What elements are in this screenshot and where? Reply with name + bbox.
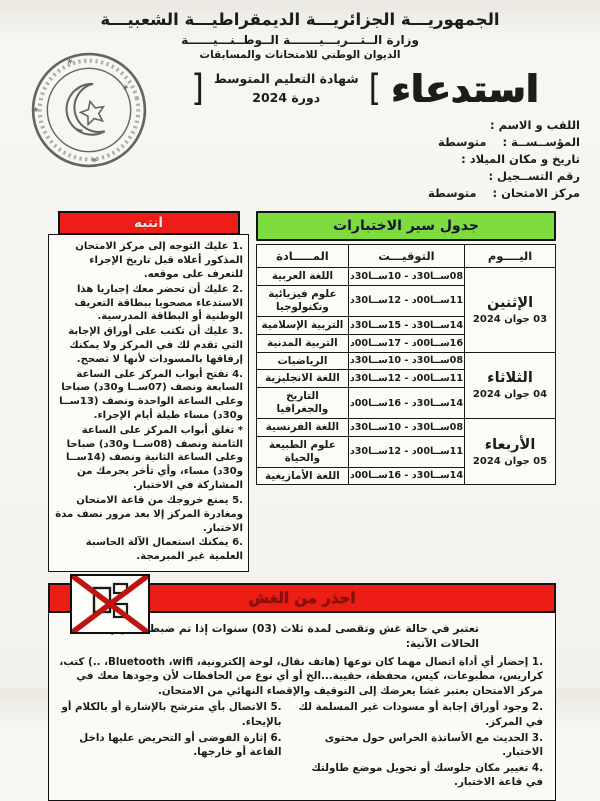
no-devices-icon — [70, 574, 150, 634]
exam-time: 14ســا30د - 16ســا00د — [348, 388, 464, 419]
notice-section — [48, 211, 249, 572]
list-item — [292, 700, 543, 729]
exam-time: 11ســا00د - 12ســا30د — [348, 286, 464, 317]
schedule-day-cell — [465, 418, 556, 484]
day-date: 05 جوان 2024 — [472, 455, 548, 467]
item-marker: 3. — [232, 326, 243, 338]
exam-time: 14ســا30د - 16ســا00د — [348, 467, 464, 485]
svg-text:*: * — [32, 106, 41, 119]
list-item — [53, 368, 243, 423]
exam-subject: اللغة العربية — [257, 268, 349, 286]
session-year: دورة 2024 — [252, 89, 321, 105]
item-text: عليك التوجه إلى مركز الامتحان المذكور أعلاه قبل تاريخ الإجراء للتعرف على موقعه. — [75, 241, 243, 280]
cheat-right-col — [292, 700, 543, 791]
exam-time: 11ســا00د - 12ســا30د — [348, 370, 464, 388]
schedule-title: جدول سير الاختبارات — [256, 211, 556, 241]
item-text: يمكنك استعمال الآلة الحاسبة العلمية غير المبرمجة. — [85, 537, 243, 563]
cheating-title: احذر من الغش — [48, 583, 556, 613]
day-date: 03 جوان 2024 — [472, 313, 548, 325]
list-item — [53, 240, 243, 281]
exam-subject: اللغة الفرنسية — [257, 418, 349, 436]
list-item — [53, 283, 243, 324]
item-text: الاتصال بأي مترشح بالإشارة أو بالكلام أو بالإيحاء. — [61, 701, 282, 729]
exam-subject: التربية الإسلامية — [257, 316, 349, 334]
day-name: الإثنين — [486, 294, 534, 311]
schedule-section — [256, 211, 556, 485]
cheat-left-col — [57, 700, 282, 791]
item-text: الحديث مع الأساتذة الحراس حول محتوى الاختبار. — [324, 731, 543, 759]
item-marker: 2. — [531, 701, 543, 714]
exam-subtitle — [214, 70, 359, 108]
republic-title: الجمهوريـــة الجزائريـــة الديمقراطيـــة الشعبيـــة — [100, 10, 500, 29]
item-text: إثارة الفوضى أو التحريض عليها داخل القاعة أو خارجها. — [79, 731, 282, 759]
list-item — [57, 731, 282, 760]
notice-list — [48, 234, 249, 572]
item-marker: 1. — [232, 241, 243, 253]
cheating-warning-section — [48, 583, 556, 801]
ministry-title: وزارة الــتـــربـــيـــــــة الــوطــنـــيــــــة — [181, 32, 419, 47]
exam-subject: التاريخ والجغرافيا — [257, 388, 349, 419]
list-item — [57, 700, 282, 729]
item-marker: 2. — [232, 283, 243, 295]
item-marker: 1. — [531, 655, 543, 668]
exam-subject: علوم الطبيعة والحياة — [257, 436, 349, 467]
item-text: عليك أن تكتب على أوراق الإجابة التي تقدم لك في المركز ولا يمكنك إرفاقها بالمسودات لأنها لا تصحح. — [68, 326, 243, 365]
schedule-row — [257, 352, 556, 370]
schedule-day-cell — [465, 268, 556, 352]
schedule-row — [257, 418, 556, 436]
schedule-column-header: المـــــادة — [257, 245, 349, 268]
form-field-label: تاريخ و مكان الميلاد : — [461, 151, 580, 166]
office-title: الديوان الوطني للامتحانات والمسابقات — [199, 48, 401, 61]
schedule-table — [256, 244, 556, 485]
form-field-label: رقم التســجيل : — [488, 168, 580, 183]
bracket-left: [ — [191, 66, 204, 111]
day-name: الثلاثاء — [487, 370, 533, 387]
list-item — [292, 761, 543, 790]
schedule-column-header: اليــــوم — [465, 245, 556, 268]
exam-subject: التربية المدنية — [257, 334, 349, 352]
svg-text:*: * — [66, 57, 75, 70]
exam-time: 16ســا00د - 17ســا00د — [348, 334, 464, 352]
schedule-row — [257, 268, 556, 286]
exam-time: 08ســا30د - 10ســا30د — [348, 352, 464, 370]
schedule-table-body — [257, 268, 556, 485]
bracket-right: ] — [368, 66, 382, 111]
cheat-item1-wrap — [57, 655, 543, 699]
form-field-label: مركز الامتحان : — [492, 185, 580, 200]
exam-subject: الرياضيات — [257, 352, 349, 370]
item-marker: * — [237, 424, 243, 436]
summons-title: استدعاء — [391, 66, 539, 111]
svg-text:*: * — [122, 83, 131, 96]
item-text: وجود أوراق إجابة أو مسودات غير المسلمة لك في المركز. — [298, 701, 543, 729]
list-item — [53, 494, 243, 535]
list-item — [53, 424, 243, 493]
certificate-name: شهادة التعليم المتوسط — [213, 71, 359, 86]
item-text: إحضار أي أداة اتصال مهما كان نوعها (هاتف نقال، لوحة إلكترونية، Bluetooth ،wifi، ..) كتب، كراريس، مطبوعات، كيس، محفظة، حقيبة...الخ أو أي نوع من الحافظات لأن وجودها معك في مركز الامتحان يعتبر غشا يعرضك إلى التوقيف والإقصاء النهائي من الامتحان. — [59, 655, 543, 697]
list-item — [53, 325, 243, 366]
cheating-intro: تعتبر في حالة غش وتقصى لمدة ثلاث (03) سنوات إذا تم ضبطك في إحدى الحالات الآتية: — [86, 621, 479, 651]
item-text: عليك أن تحضر معك إجباريا هذا الاستدعاء مصحوبا ببطاقة التعريف الوطنية أو البطاقة المدرسية. — [74, 283, 243, 323]
form-field-label: المؤســســة : — [502, 134, 580, 149]
item-text: يمنع خروجك من قاعة الامتحان ومغادرة المركز إلا بعد مرور نصف مدة الاختبار. — [55, 494, 243, 534]
item-marker: 4. — [232, 368, 243, 380]
item-text: تغلق أبواب المركز على الساعة الثامنة ونصف (08ســا و30د) صباحا وعلى الساعة الثانية ونصف (14ســا و30د) مساء، وأي تأخر يحرمك من المشاركة في الاختبار. — [66, 424, 243, 492]
notice-title: انتبه — [58, 211, 240, 235]
item-text: تغيير مكان جلوسك أو تحويل موضع طاولتك في قاعة الاختبار. — [311, 761, 543, 789]
main-content — [48, 211, 556, 572]
list-item — [57, 655, 543, 699]
list-item — [292, 731, 543, 760]
exam-subject: اللغة الانجليزية — [257, 370, 349, 388]
exam-time: 14ســا30د - 15ســا30د — [348, 316, 464, 334]
exam-time: 11ســا00د - 12ســا30د — [348, 436, 464, 467]
item-marker: 3. — [531, 731, 543, 744]
svg-text:*: * — [91, 156, 100, 169]
list-item — [53, 536, 243, 564]
exam-time: 08ســا30د - 10ســا30د — [348, 268, 464, 286]
item-text: تفتح أبواب المركز على الساعة السابعة ونصف (07ســا و30د) صباحا وعلى الساعة الواحدة ونصف (13ســا و30د) مساء طيلة أيام الإجراء. — [59, 368, 243, 421]
form-field-label: اللقب و الاسم : — [490, 117, 580, 132]
exam-subject: علوم فيزيائية وتكنولوجيا — [257, 286, 349, 317]
item-marker: 5. — [232, 494, 243, 506]
schedule-header-row — [257, 245, 556, 268]
cheating-body — [48, 613, 556, 801]
day-name: الأربعاء — [484, 436, 536, 453]
item-marker: 6. — [270, 731, 282, 744]
exam-subject: اللغة الأمازيغية — [257, 467, 349, 485]
form-field-value: متوسطة — [437, 134, 487, 149]
item-marker: 5. — [270, 701, 282, 714]
day-date: 04 جوان 2024 — [472, 389, 548, 401]
schedule-day-cell — [465, 352, 556, 418]
item-marker: 4. — [531, 761, 543, 774]
exam-time: 08ســا30د - 10ســا30د — [348, 418, 464, 436]
form-field-value: متوسطة — [428, 185, 477, 200]
item-marker: 6. — [232, 537, 243, 549]
form-row — [6, 185, 580, 200]
cheating-columns — [57, 700, 543, 791]
schedule-column-header: التوقيـــت — [348, 245, 464, 268]
